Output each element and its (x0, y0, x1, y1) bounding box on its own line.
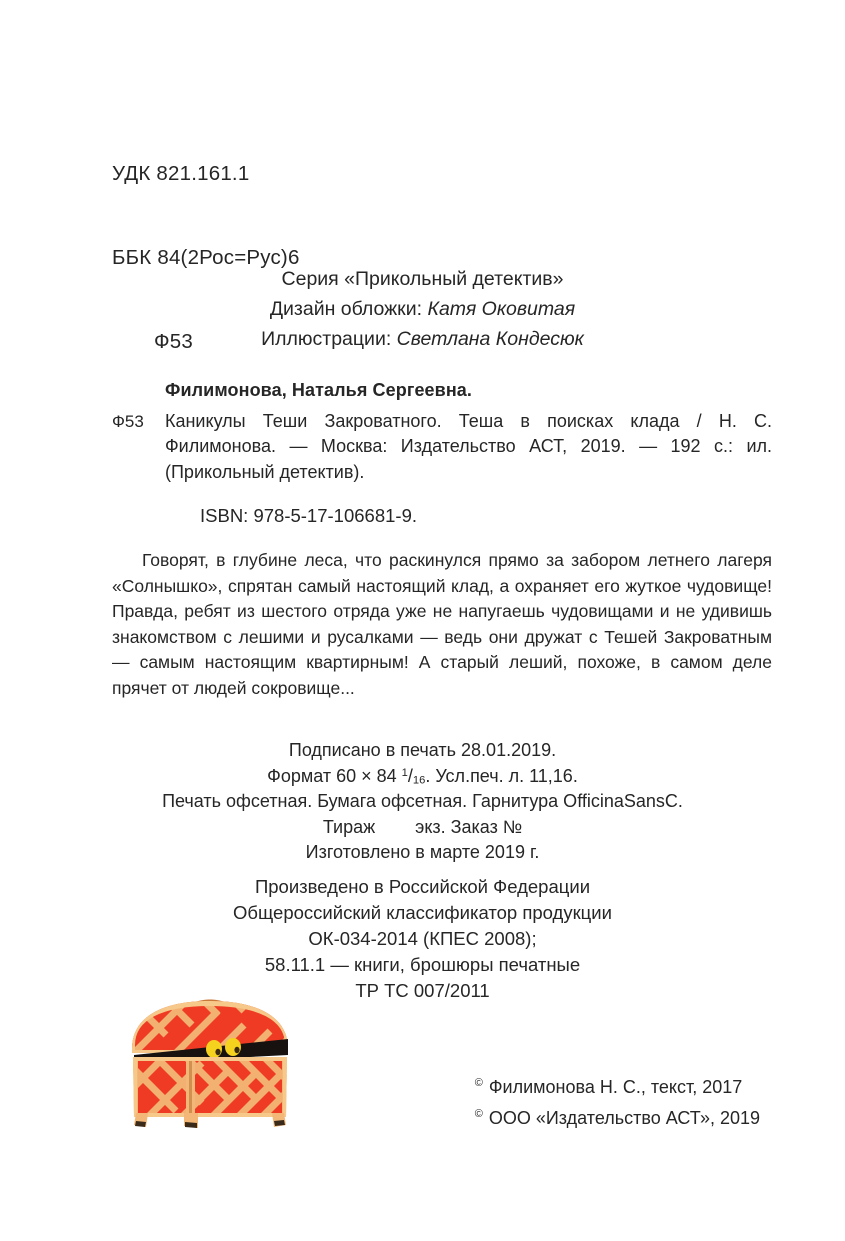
fraction-slash: / (407, 765, 413, 786)
illustrations-name: Светлана Кондесюк (396, 328, 584, 350)
fraction-denominator: 16 (412, 773, 426, 786)
isbn-line: ISBN: 978-5-17-106681-9. (200, 505, 417, 526)
author-name: Филимонова, Наталья Сергеевна. (165, 380, 473, 400)
bibliographic-description (112, 378, 772, 485)
classification-codes (112, 104, 300, 412)
bbk-code: ББК 84(2Рос=Рус)6 (112, 246, 300, 269)
imprint-block (0, 738, 845, 866)
author-mark: Ф53 (154, 330, 193, 353)
format-line (0, 764, 845, 790)
production-block (0, 874, 845, 1004)
illustrations-label: Иллюстрации: (261, 328, 397, 350)
udk-code: УДК 821.161.1 (112, 162, 250, 185)
copyright-symbol-icon: © (474, 1107, 483, 1120)
circulation-line: Тираж экз. Заказ № (322, 816, 523, 837)
manufactured-line: Изготовлено в марте 2019 г. (305, 842, 540, 862)
product-classifier-code: ОК-034-2014 (КПЕС 2008); (308, 928, 537, 949)
illustrations-credit (0, 324, 845, 354)
right-eye (225, 1038, 241, 1056)
annotation-text: Говорят, в глубине леса, что раскинулся прямо за забором летнего лагеря «Солнышко», спрятан самый настоящий клад, а охраняет его жуткое чудовище! Правда, ребят из шестого отряда уже не напугаешь чудовищами и не удивишь знакомством с лешими и русалками — ведь они дружат с Тешей Закроватным — самым настоящим квартирным! А старый леший, похоже, в самом деле прячет от людей сокровище... (112, 550, 772, 698)
left-pupil (215, 1049, 220, 1055)
copyright-publisher: ООО «Издательство АСТ», 2019 (488, 1107, 760, 1128)
format-fraction (402, 764, 426, 790)
product-category: 58.11.1 — книги, брошюры печатные (264, 954, 581, 975)
treasure-chest-illustration (126, 995, 294, 1135)
copyright-block (475, 1070, 760, 1132)
signed-to-print-line: Подписано в печать 28.01.2019. (288, 740, 557, 760)
format-suffix: . Усл.печ. л. 11,16. (425, 765, 578, 786)
format-prefix: Формат 60 × 84 (267, 765, 402, 786)
product-classifier-label: Общероссийский классификатор продукции (233, 902, 612, 923)
fraction-numerator: 1 (401, 766, 408, 779)
treasure-chest-icon (126, 995, 294, 1135)
description-wrapper (112, 409, 772, 486)
left-eye (206, 1040, 222, 1058)
copyright-publisher-line (475, 1101, 760, 1132)
technical-regulation: ТР ТС 007/2011 (355, 980, 490, 1001)
production-country: Произведено в Российской Федерации (254, 876, 591, 897)
copyright-author: Филимонова Н. С., текст, 2017 (488, 1076, 743, 1097)
cover-design-credit (0, 294, 845, 324)
description-text: Каникулы Теши Закроватного. Теша в поисках клада / Н. С. Филимонова. — Москва: Издательство АСТ, 2019. — 192 с.: ил. (Прикольный детектив). (165, 410, 772, 482)
right-pupil (234, 1047, 239, 1053)
shelf-mark: Ф53 (112, 411, 144, 431)
printing-line: Печать офсетная. Бумага офсетная. Гарнитура OfficinaSansC. (162, 791, 683, 811)
series-credits-block (0, 264, 845, 354)
series-name: Серия «Прикольный детектив» (281, 268, 564, 290)
cover-design-name: Катя Оковитая (427, 298, 576, 320)
copyright-text-line (475, 1070, 760, 1101)
copyright-symbol-icon: © (474, 1077, 483, 1089)
cover-design-label: Дизайн обложки: (269, 298, 428, 320)
